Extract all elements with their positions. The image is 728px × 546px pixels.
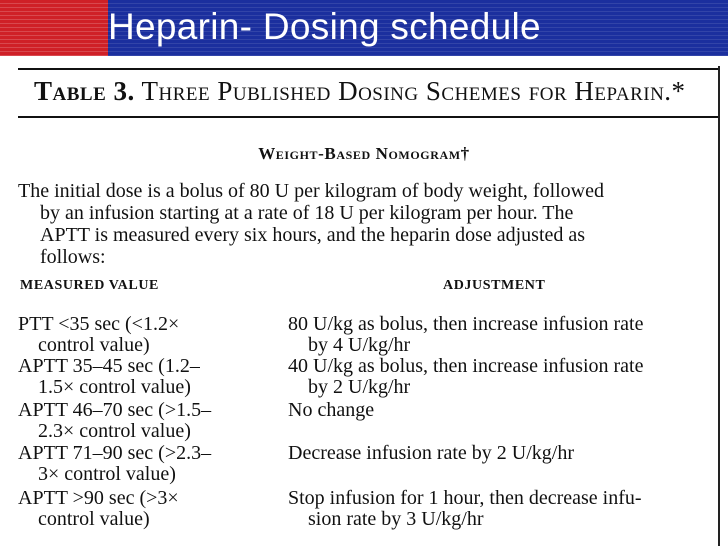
adjustment-line: 80 U/kg as bolus, then increase infusion rate <box>288 313 644 335</box>
measured-line: control value) <box>38 508 150 530</box>
measured-line: control value) <box>38 334 150 356</box>
row-adjustment <box>288 400 718 421</box>
adjustment-line: by 2 U/kg/hr <box>308 376 411 398</box>
table-label: Table 3. <box>34 76 135 106</box>
table-title <box>34 76 686 107</box>
column-header-adjustment: ADJUSTMENT <box>443 278 546 293</box>
intro-line: APTT is measured every six hours, and the heparin dose adjusted as <box>40 224 586 246</box>
measured-line: 2.3× control value) <box>38 420 191 442</box>
table-caption: Three Published Dosing Schemes for Heparin.* <box>141 76 686 106</box>
intro-line: by an infusion starting at a rate of 18 U per kilogram per hour. The <box>40 202 574 224</box>
slide-title: Heparin- Dosing schedule <box>108 6 541 47</box>
row-adjustment <box>288 443 718 464</box>
measured-line: APTT >90 sec (>3× <box>18 487 179 509</box>
measured-line: APTT 35–45 sec (1.2– <box>18 355 200 377</box>
row-adjustment <box>288 356 718 398</box>
row-adjustment <box>288 488 718 530</box>
intro-line: The initial dose is a bolus of 80 U per kilogram of body weight, followed <box>18 180 605 202</box>
adjustment-line: Decrease infusion rate by 2 U/kg/hr <box>288 442 575 464</box>
adjustment-line: by 4 U/kg/hr <box>308 334 411 356</box>
header-accent-bar <box>0 0 108 56</box>
slide-right-border <box>718 66 720 546</box>
intro-line: follows: <box>40 246 106 268</box>
row-measured-value <box>18 356 288 398</box>
row-measured-value <box>18 488 288 530</box>
row-adjustment <box>288 314 718 356</box>
column-header-measured: MEASURED VALUE <box>20 278 159 293</box>
adjustment-line: 40 U/kg as bolus, then increase infusion rate <box>288 355 644 377</box>
table-top-rule <box>18 68 718 70</box>
measured-line: 1.5× control value) <box>38 376 191 398</box>
row-measured-value <box>18 314 288 356</box>
measured-line: 3× control value) <box>38 463 176 485</box>
adjustment-line: sion rate by 3 U/kg/hr <box>308 508 484 530</box>
slide-header <box>0 0 728 56</box>
row-measured-value <box>18 443 288 485</box>
adjustment-line: No change <box>288 399 375 421</box>
measured-line: PTT <35 sec (<1.2× <box>18 313 180 335</box>
measured-line: APTT 46–70 sec (>1.5– <box>18 399 212 421</box>
row-measured-value <box>18 400 288 442</box>
measured-line: APTT 71–90 sec (>2.3– <box>18 442 212 464</box>
section-heading: Weight-Based Nomogram† <box>258 144 470 163</box>
table-header-rule <box>18 116 718 118</box>
intro-paragraph <box>18 180 718 268</box>
adjustment-line: Stop infusion for 1 hour, then decrease infu- <box>288 487 642 509</box>
